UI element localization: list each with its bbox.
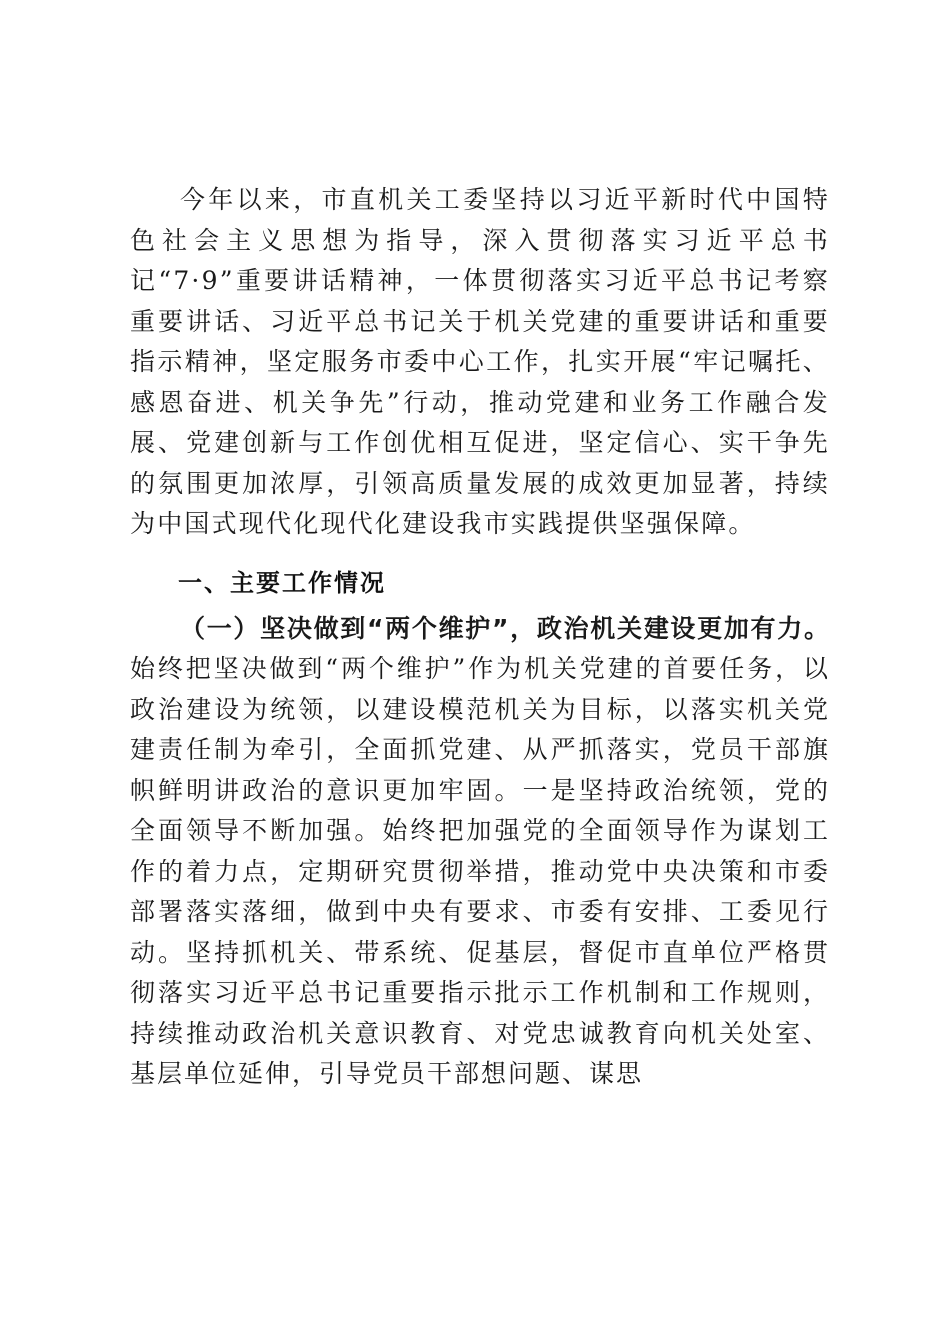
subsection-paragraph bbox=[130, 609, 830, 1095]
intro-paragraph: 今年以来，市直机关工委坚持以习近平新时代中国特色社会主义思想为指导，深入贯彻落实习近平总书记“7·9”重要讲话精神，一体贯彻落实习近平总书记考察重要讲话、习近平总书记关于机关党建的重要讲话和重要指示精神，坚定服务市委中心工作，扎实开展“牢记嘱托、感恩奋进、机关争先”行动，推动党建和业务工作融合发展、党建创新与工作创优相互促进，坚定信心、实干争先的氛围更加浓厚，引领高质量发展的成效更加显著，持续为中国式现代化现代化建设我市实践提供坚强保障。 bbox=[130, 185, 830, 538]
document-body bbox=[130, 180, 830, 1095]
section-heading: 一、主要工作情况 bbox=[178, 568, 386, 597]
subsection-body: 始终把坚决做到“两个维护”作为机关党建的首要任务，以政治建设为统领，以建设模范机关为目标，以落实机关党建责任制为牵引，全面抓党建、从严抓落实，党员干部旗帜鲜明讲政治的意识更加牢固。一是坚持政治统领，党的全面领导不断加强。始终把加强党的全面领导作为谋划工作的着力点，定期研究贯彻举措，推动党中央决策和市委部署落实落细，做到中央有要求、市委有安排、工委见行动。坚持抓机关、带系统、促基层，督促市直单位严格贯彻落实习近平总书记重要指示批示工作机制和工作规则，持续推动政治机关意识教育、对党忠诚教育向机关处室、基层单位延伸，引导党员干部想问题、谋思 bbox=[130, 654, 830, 1088]
subsection-title: （一）坚决做到“两个维护”，政治机关建设更加有力。 bbox=[180, 613, 830, 643]
